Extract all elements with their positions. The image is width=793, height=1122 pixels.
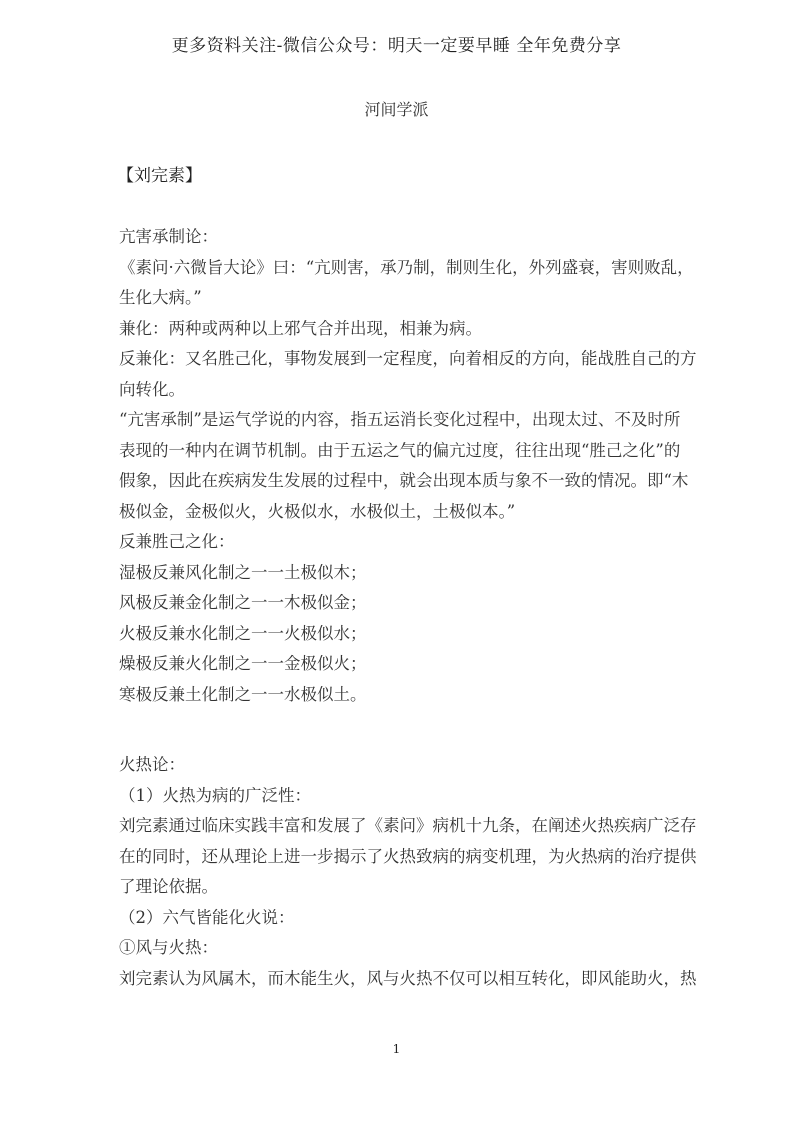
text-line: 表现的一种内在调节机制。由于五运之气的偏亢过度，往往出现“胜己之化”的: [119, 440, 681, 460]
text-line: 反兼化：又名胜己化，事物发展到一定程度，向着相反的方向，能战胜自己的方: [119, 349, 697, 368]
text-line: 火热论：: [119, 755, 185, 774]
text-line: 了理论依据。: [119, 877, 218, 896]
text-line: 寒极反兼土化制之一一水极似土。: [119, 684, 367, 704]
text-line: “亢害承制”是运气学说的内容，指五运消长变化过程中，出现太过、不及时所: [119, 410, 681, 429]
page-header: 更多资料关注-微信公众号：明天一定要早睡 全年免费分享: [171, 36, 622, 56]
text-line: 亢害承制论：: [119, 227, 218, 246]
text-line: 反兼胜己之化：: [119, 532, 235, 551]
section-kanghai-chengzhi: [119, 222, 697, 710]
text-line: 生化大病。”: [119, 288, 202, 307]
text-line: 假象，因此在疾病发生发展的过程中，就会出现本质与象不一致的情况。即“木: [119, 471, 689, 490]
document-title: 河间学派: [364, 100, 429, 119]
text-line: 向转化。: [119, 379, 185, 399]
text-line: 刘完素认为风属木，而木能生火，风与火热不仅可以相互转化，即风能助火，热: [119, 968, 697, 988]
text-line: 火极反兼水化制之一一火极似水；: [119, 623, 367, 643]
text-line: 刘完素通过临床实践丰富和发展了《素问》病机十九条，在阐述火热疾病广泛存: [119, 816, 697, 835]
text-line: 《素问·六微旨大论》曰：“亢则害，承乃制，制则生化，外列盛衰，害则败乱，: [119, 257, 694, 277]
text-line: 风极反兼金化制之一一木极似金；: [119, 593, 367, 612]
author-heading: 【刘完素】: [117, 166, 202, 186]
text-line: 极似金，金极似火，火极似水，水极似土，土极似本。”: [119, 501, 516, 521]
text-line: 湿极反兼风化制之一一土极似木；: [119, 562, 367, 582]
text-line: ①风与火热：: [119, 938, 218, 957]
text-line: 燥极反兼火化制之一一金极似火；: [119, 654, 367, 673]
text-line: 兼化：两种或两种以上邪气合并出现，相兼为病。: [119, 318, 482, 338]
page-number: 1: [392, 1042, 401, 1056]
text-line: （1）火热为病的广泛性：: [119, 785, 311, 805]
text-line: （2）六气皆能化火说：: [119, 907, 295, 927]
text-line: 在的同时，还从理论上进一步揭示了火热致病的病变机理，为火热病的治疗提供: [119, 846, 697, 866]
section-huore-lun: [119, 750, 697, 994]
